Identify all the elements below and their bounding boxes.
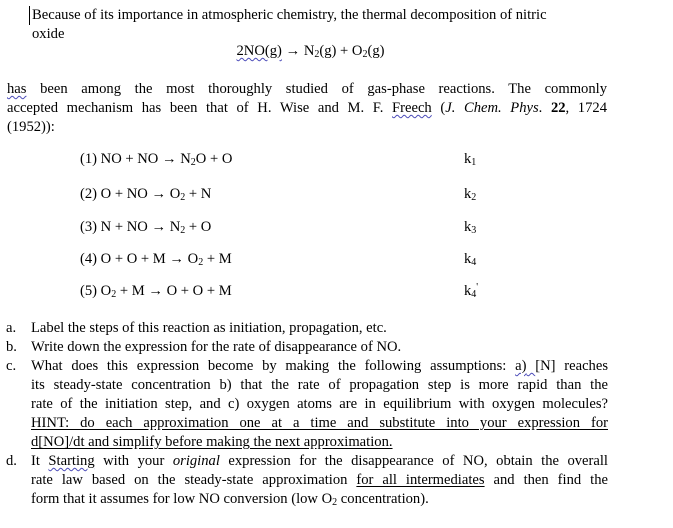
question-c-line-3: rate of the initiation step, and c) oxygen atoms are in equilibrium with oxygen molecules? — [31, 396, 608, 412]
question-d-l3-b: concentration). — [337, 491, 429, 507]
step-5-sub: 2 — [111, 289, 117, 300]
paragraph-line-2 — [7, 99, 607, 118]
step-1-b: O + O — [195, 151, 233, 167]
step-2 — [80, 185, 211, 204]
question-d-l1-c: expression for the disappearance of NO, obtain the overall — [219, 453, 608, 469]
rate-k2-sub: 2 — [471, 192, 477, 203]
question-b-label: b. — [6, 339, 17, 355]
question-d-line-1 — [31, 452, 608, 471]
rate-k3-sub: 3 — [471, 225, 477, 236]
question-c-line-1 — [31, 357, 608, 376]
journal-volume: 22 — [550, 100, 566, 116]
step-4 — [80, 250, 232, 269]
question-d-l2-b: and then find the — [484, 472, 608, 488]
rate-k2-k: k — [464, 186, 472, 202]
intro-line-2: oxide — [32, 26, 65, 42]
step-1-sub: 2 — [190, 157, 196, 168]
step-2-sub: 2 — [180, 192, 186, 203]
paragraph-line-2-a: accepted mechanism has been that of H. Wise and M. F. — [7, 100, 393, 116]
question-a-label: a. — [6, 320, 17, 336]
paragraph-line-1-text: been among the most thoroughly studied of gas-phase reactions. The commonly — [26, 81, 607, 97]
rate-k2 — [464, 185, 476, 204]
question-c-l1-space — [526, 358, 535, 374]
word-original: original — [172, 453, 220, 469]
question-c-hint-end: d[NO]/dt and simplify before making the next approximation. — [31, 434, 393, 450]
equation-o2-sub: 2 — [362, 49, 368, 60]
paragraph-line-2-b: ( — [431, 100, 446, 116]
rate-k4-sub: 4 — [471, 257, 477, 268]
question-a-text: Label the steps of this reaction as initiation, propagation, etc. — [31, 320, 387, 336]
rate-k4p-sub: 4 — [471, 289, 477, 300]
step-1-a: (1) NO + NO → N — [80, 151, 191, 167]
step-3-b: + O — [185, 219, 212, 235]
question-b-text: Write down the expression for the rate of disappearance of NO. — [31, 339, 402, 355]
rate-k1-sub: 1 — [471, 157, 477, 168]
step-4-b: + M — [203, 251, 232, 267]
question-list — [6, 319, 608, 509]
question-d-l1-b: with your — [94, 453, 173, 469]
step-5-b: + M → O + O + M — [116, 283, 232, 299]
question-d-l3-a: form that it assumes for low NO conversion (low O — [31, 491, 333, 507]
question-c-l1-a2: a) — [515, 358, 527, 374]
step-5 — [80, 282, 232, 301]
equation-lhs: 2NO(g) — [236, 43, 282, 59]
equation-end: (g) — [367, 43, 385, 59]
question-d-l2-a: rate law based on the steady-state approximation — [31, 472, 357, 488]
paragraph-line-2-c: . — [538, 100, 551, 116]
question-c-line-2: its steady-state concentration b) that the rate of propagation step is more rapid than the — [31, 377, 608, 393]
step-3 — [80, 218, 211, 237]
equation-arrow: → — [285, 43, 301, 59]
word-starting: Starting — [48, 453, 95, 469]
equation-n2-sub: 2 — [314, 49, 320, 60]
paragraph-line-3: (1952)): — [7, 119, 55, 135]
question-d-label: d. — [6, 453, 17, 469]
question-c — [6, 357, 608, 452]
equation-n2: N — [303, 43, 315, 59]
step-2-b: + N — [185, 186, 212, 202]
step-2-a: (2) O + NO → O — [80, 186, 181, 202]
overall-equation — [0, 42, 673, 61]
rate-k4p-prime: ' — [476, 282, 479, 293]
question-c-l1-b: reaches — [555, 358, 608, 374]
word-has: has — [7, 81, 27, 97]
question-c-l1-n: [N] — [535, 358, 556, 374]
step-3-sub: 2 — [180, 225, 186, 236]
rate-k4 — [464, 250, 476, 269]
paragraph-line-2-d: , 1724 — [565, 100, 607, 116]
question-c-l1-a: What does this expression become by making the following assumptions: — [31, 358, 516, 374]
rate-k1 — [464, 150, 476, 169]
question-d-l1-a: It — [31, 453, 49, 469]
text-cursor — [29, 6, 30, 25]
step-3-a: (3) N + NO → N — [80, 219, 181, 235]
question-d-l2-underlined: for all intermediates — [356, 472, 485, 488]
intro-line-1: Because of its importance in atmospheric chemistry, the thermal decomposition of nitric — [32, 7, 547, 23]
question-d-line-3 — [31, 490, 608, 509]
question-d — [6, 452, 608, 509]
rate-k3-k: k — [464, 219, 472, 235]
step-4-a: (4) O + O + M → O — [80, 251, 199, 267]
rate-k3 — [464, 218, 476, 237]
paragraph-line-1 — [7, 80, 607, 99]
question-c-hint: HINT: do each approximation one at a time and substitute into your expression for — [31, 415, 608, 431]
question-a — [6, 319, 608, 338]
intro-text — [32, 6, 612, 44]
rate-k4-k: k — [464, 251, 472, 267]
question-d-l3-sub: 2 — [332, 497, 338, 508]
question-c-label: c. — [6, 358, 17, 374]
rate-k4-prime — [464, 282, 478, 301]
equation-mid: (g) + O — [319, 43, 363, 59]
word-freech: Freech — [392, 100, 432, 116]
step-1 — [80, 150, 232, 169]
rate-k1-k: k — [464, 151, 472, 167]
step-4-sub: 2 — [198, 257, 204, 268]
step-5-a: (5) O — [80, 283, 112, 299]
journal-name: J. Chem. Phys — [445, 100, 539, 116]
question-d-line-2 — [31, 471, 608, 490]
mechanism-paragraph — [7, 80, 607, 137]
question-b — [6, 338, 608, 357]
rate-k4p-k: k — [464, 283, 472, 299]
